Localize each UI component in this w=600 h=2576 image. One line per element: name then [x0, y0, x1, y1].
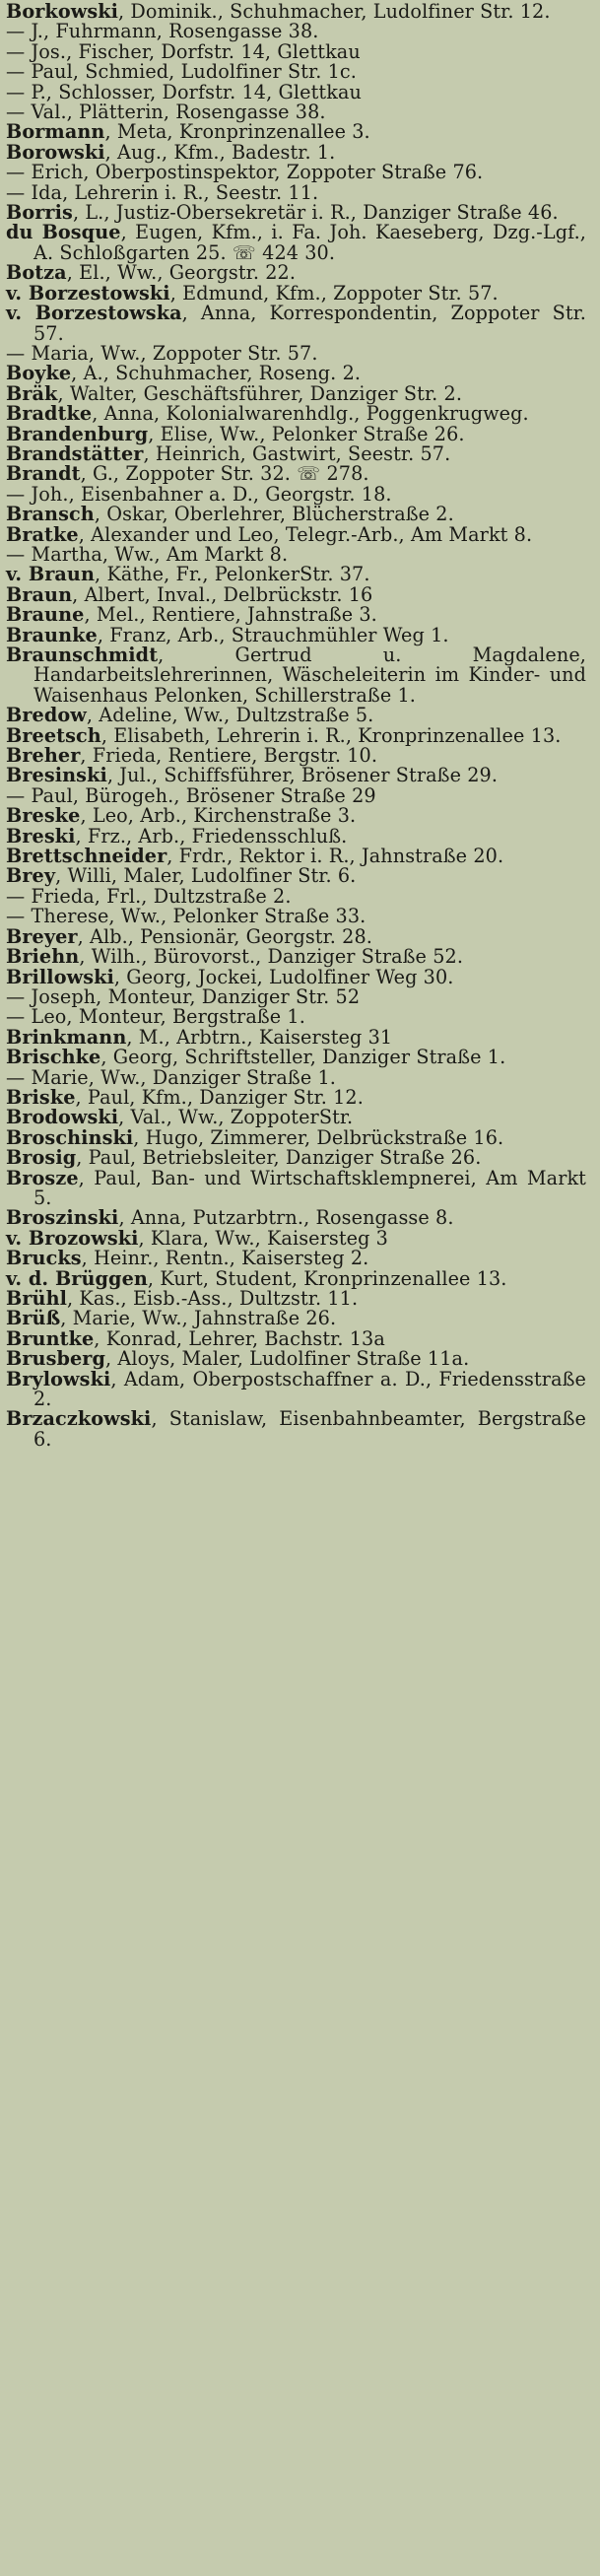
- entry-details: , Alexander und Leo, Telegr.-Arb., Am Markt 8.: [78, 522, 533, 546]
- entry-details: , Kurt, Student, Kronprinzenallee 13.: [147, 1266, 507, 1290]
- entry-surname: v. d. Brüggen: [6, 1266, 148, 1290]
- directory-entry: [6, 505, 586, 524]
- entry-surname: Briske: [6, 1085, 76, 1109]
- entry-details: , Jul., Schiffsführer, Brösener Straße 29.: [106, 764, 499, 787]
- directory-entry: [6, 122, 586, 142]
- directory-entry: [6, 645, 586, 706]
- entry-surname: Brandt: [6, 462, 81, 486]
- entry-details: , Edmund, Kfm., Zoppoter Str. 57.: [169, 281, 499, 305]
- entry-details: , Val., Ww., ZoppoterStr.: [118, 1106, 354, 1129]
- entry-details: — Frieda, Frl., Dultzstraße 2.: [6, 884, 292, 908]
- entry-details: , Mel., Rentiere, Jahnstraße 3.: [84, 603, 377, 627]
- directory-entry: [6, 180, 586, 204]
- directory-entry: [6, 1266, 586, 1290]
- entry-details: , Frz., Arb., Friedensschluß.: [75, 824, 348, 847]
- entry-surname: Breetsch: [6, 723, 101, 747]
- directory-entry: [6, 1148, 586, 1168]
- entry-details: , Heinrich, Gastwirt, Seestr. 57.: [143, 441, 451, 465]
- directory-entry: [6, 1125, 586, 1149]
- directory-entry: [6, 163, 586, 182]
- directory-entry: [6, 22, 586, 41]
- entry-details: , Anna, Putzarbtrn., Rosengasse 8.: [118, 1206, 454, 1230]
- entry-details: — Joseph, Monteur, Danziger Str. 52: [6, 984, 361, 1008]
- entry-details: — P., Schlosser, Dorfstr. 14, Glettkau: [6, 80, 362, 103]
- entry-surname: Braunke: [6, 623, 98, 646]
- entry-details: , Paul, Kfm., Danziger Str. 12.: [75, 1085, 364, 1109]
- directory-entry: [6, 263, 586, 283]
- entry-surname: Brucks: [6, 1247, 82, 1270]
- entry-details: , Franz, Arb., Strauchmühler Weg 1.: [97, 623, 449, 646]
- entry-surname: Braun: [6, 582, 73, 606]
- entry-details: , Walter, Geschäftsführer, Danziger Str. 2.: [57, 381, 463, 405]
- entry-details: — Marie, Ww., Danziger Straße 1.: [6, 1065, 336, 1089]
- directory-entry: [6, 140, 586, 164]
- directory-entry: [6, 62, 586, 82]
- entry-surname: Borkowski: [6, 0, 119, 23]
- directory-entry: [6, 1065, 586, 1089]
- entry-details: , Oskar, Oberlehrer, Blücherstraße 2.: [94, 503, 454, 526]
- directory-entry: [6, 39, 586, 63]
- entry-details: , Wilh., Bürovorst., Danziger Straße 52.: [79, 945, 464, 969]
- entry-details: , G., Zoppoter Str. 32. ☏ 278.: [80, 462, 369, 486]
- entry-details: — Jos., Fischer, Dorfstr. 14, Glettkau: [6, 39, 361, 63]
- entry-details: , Aloys, Maler, Ludolfiner Straße 11a.: [105, 1347, 470, 1371]
- directory-entry: [6, 984, 586, 1008]
- directory-entry: [6, 1085, 586, 1109]
- directory-entry: [6, 866, 586, 886]
- directory-entry: [6, 706, 586, 725]
- entry-details: , Paul, Betriebsleiter, Danziger Straße 26.: [76, 1146, 482, 1170]
- directory-entry: [6, 1226, 586, 1250]
- entry-details: , Marie, Ww., Jahnstraße 26.: [60, 1307, 337, 1330]
- entry-details: , Anna, Kolonialwarenhdlg., Poggenkrugweg.: [92, 402, 529, 426]
- entry-surname: Broschinski: [6, 1125, 134, 1149]
- entry-details: , Adeline, Ww., Dultzstraße 5.: [86, 704, 374, 727]
- entry-surname: Bransch: [6, 503, 95, 526]
- entry-surname: Braunschmidt: [6, 644, 159, 666]
- entry-surname: Borris: [6, 201, 73, 225]
- entry-details: , Paul, Ban- und Wirtschaftsklempnerei, Am Markt 5.: [33, 1166, 586, 1209]
- entry-details: , Frdr., Rektor i. R., Jahnstraße 20.: [167, 845, 504, 868]
- entry-surname: Brandenburg: [6, 422, 149, 445]
- entry-surname: Bresinski: [6, 764, 107, 787]
- entry-details: , Käthe, Fr., PelonkerStr. 37.: [95, 563, 370, 586]
- directory-entry: [6, 1367, 586, 1411]
- entry-surname: Brüß: [6, 1307, 61, 1330]
- entry-details: , Dominik., Schuhmacher, Ludolfiner Str. 12.: [118, 0, 551, 23]
- entry-surname: Brosig: [6, 1146, 77, 1170]
- directory-entry: [6, 1249, 586, 1268]
- entry-surname: Brillowski: [6, 965, 114, 988]
- entry-details: , Albert, Inval., Delbrückstr. 16: [72, 582, 373, 606]
- entry-surname: Borowski: [6, 140, 105, 164]
- entry-surname: Brzaczkowski: [6, 1407, 152, 1431]
- directory-entry: [6, 766, 586, 785]
- entry-surname: Breske: [6, 804, 81, 828]
- entry-details: , Klara, Ww., Kaisersteg 3: [138, 1226, 388, 1250]
- entry-surname: Boyke: [6, 362, 72, 385]
- directory-entry: [6, 1025, 586, 1049]
- directory-entry: [6, 381, 586, 405]
- directory-entry: [6, 1048, 586, 1067]
- entry-surname: Brusberg: [6, 1347, 106, 1371]
- directory-entry: [6, 80, 586, 103]
- entry-details: — Maria, Ww., Zoppoter Str. 57.: [6, 341, 318, 365]
- entry-details: , M., Arbtrn., Kaisersteg 31: [126, 1025, 393, 1049]
- entry-surname: Breher: [6, 744, 81, 768]
- entry-surname: v. Borzestowski: [6, 281, 170, 305]
- directory-entry: [6, 1007, 586, 1027]
- entry-details: , A., Schuhmacher, Roseng. 2.: [71, 362, 362, 385]
- directory-entry: [6, 404, 586, 424]
- entry-details: — Martha, Ww., Am Markt 8.: [6, 542, 289, 566]
- directory-entry: [6, 364, 586, 383]
- directory-entry: [6, 1166, 586, 1209]
- entry-details: — Erich, Oberpostinspektor, Zoppoter Straße 76.: [6, 161, 484, 184]
- entry-surname: Bormann: [6, 120, 105, 144]
- entry-details: , Gertrud u. Magdalene, Handarbeitslehrerinnen, Wäscheleiterin im Kinder- und Waisenhaus Pelonken, Schillerstraße 1.: [33, 644, 586, 707]
- entry-surname: v. Borzestowska: [6, 302, 182, 325]
- directory-entry: [6, 623, 586, 646]
- entry-surname: Braune: [6, 603, 85, 627]
- entry-surname: Brosze: [6, 1166, 79, 1189]
- entry-surname: Brylowski: [6, 1367, 111, 1390]
- directory-entry: [6, 746, 586, 766]
- entry-details: , Elise, Ww., Pelonker Straße 26.: [148, 422, 465, 445]
- entry-surname: Breyer: [6, 924, 78, 948]
- directory-entry: [6, 723, 586, 747]
- directory-entry: [6, 582, 586, 606]
- entry-details: , Georg, Jockei, Ludolfiner Weg 30.: [113, 965, 454, 988]
- directory-entry: [6, 884, 586, 908]
- entry-details: — Val., Plätterin, Rosengasse 38.: [6, 101, 326, 124]
- directory-entry: [6, 441, 586, 465]
- entry-surname: Botza: [6, 261, 67, 285]
- entry-details: , Willi, Maler, Ludolfiner Str. 6.: [55, 864, 357, 888]
- entry-surname: du Bosque: [6, 221, 121, 244]
- entry-surname: Brettschneider: [6, 845, 167, 868]
- directory-entry: [6, 464, 586, 484]
- entry-details: , El., Ww., Georgstr. 22.: [66, 261, 297, 285]
- entry-details: — Joh., Eisenbahner a. D., Georgstr. 18.: [6, 482, 392, 506]
- entry-details: , Anna, Korrespondentin, Zoppoter Str. 57.: [33, 302, 586, 345]
- entry-surname: Brandstätter: [6, 441, 144, 465]
- entry-surname: Bruntke: [6, 1326, 95, 1350]
- entry-surname: Brodowski: [6, 1106, 119, 1129]
- directory-entry: [6, 203, 586, 223]
- directory-entry: [6, 1349, 586, 1369]
- entry-details: — Leo, Monteur, Bergstraße 1.: [6, 1005, 305, 1029]
- entry-surname: v. Brozowski: [6, 1226, 139, 1250]
- directory-entry: [6, 341, 586, 365]
- entry-details: , Konrad, Lehrer, Bachstr. 13a: [94, 1326, 385, 1350]
- entry-details: , Eugen, Kfm., i. Fa. Joh. Kaeseberg, Dzg.-Lgf., A. Schloßgarten 25. ☏ 424 30.: [33, 221, 586, 264]
- entry-surname: Bratke: [6, 522, 79, 546]
- directory-entry: [6, 605, 586, 625]
- entry-details: , Hugo, Zimmerer, Delbrückstraße 16.: [133, 1125, 504, 1149]
- entry-details: — Ida, Lehrerin i. R., Seestr. 11.: [6, 180, 319, 204]
- directory-entry: [6, 907, 586, 926]
- directory-entry: [6, 1326, 586, 1350]
- directory-entries: [6, 2, 586, 1450]
- directory-entry: [6, 422, 586, 445]
- directory-entry: [6, 102, 586, 122]
- entry-surname: Bredow: [6, 704, 87, 727]
- entry-details: — Therese, Ww., Pelonker Straße 33.: [6, 905, 367, 928]
- entry-surname: Brühl: [6, 1287, 68, 1310]
- directory-entry: [6, 281, 586, 305]
- entry-surname: Bräk: [6, 381, 58, 405]
- directory-entry: [6, 824, 586, 847]
- directory-entry: [6, 522, 586, 546]
- directory-entry: [6, 965, 586, 988]
- entry-surname: Brey: [6, 864, 56, 888]
- directory-entry: [6, 1208, 586, 1228]
- entry-details: , Kas., Eisb.-Ass., Dultzstr. 11.: [67, 1287, 359, 1310]
- directory-entry: [6, 1409, 586, 1450]
- directory-entry: [6, 223, 586, 263]
- entry-surname: v. Braun: [6, 563, 96, 586]
- entry-surname: Brinkmann: [6, 1025, 127, 1049]
- entry-surname: Broszinski: [6, 1206, 119, 1230]
- entry-surname: Brischke: [6, 1046, 101, 1069]
- directory-entry: [6, 1309, 586, 1328]
- directory-entry: [6, 565, 586, 584]
- entry-details: , Heinr., Rentn., Kaisersteg 2.: [81, 1247, 369, 1270]
- entry-surname: Bradtke: [6, 402, 93, 426]
- entry-details: , L., Justiz-Obersekretär i. R., Danziger Straße 46.: [72, 201, 559, 225]
- directory-entry: [6, 1108, 586, 1127]
- directory-entry: [6, 482, 586, 506]
- entry-details: , Frieda, Rentiere, Bergstr. 10.: [80, 744, 378, 768]
- entry-details: , Leo, Arb., Kirchenstraße 3.: [80, 804, 357, 828]
- entry-details: , Adam, Oberpostschaffner a. D., Friedensstraße 2.: [33, 1367, 586, 1411]
- entry-details: , Stanislaw, Eisenbahnbeamter, Bergstraße 6.: [33, 1407, 586, 1451]
- directory-entry: [6, 924, 586, 948]
- entry-details: , Georg, Schriftsteller, Danziger Straße 1.: [100, 1046, 506, 1069]
- entry-surname: Briehn: [6, 945, 80, 969]
- directory-entry: [6, 783, 586, 807]
- entry-details: , Aug., Kfm., Badestr. 1.: [104, 140, 336, 164]
- directory-entry: [6, 1289, 586, 1309]
- entry-surname: Breski: [6, 824, 76, 847]
- directory-entry: [6, 806, 586, 826]
- directory-entry: [6, 304, 586, 344]
- directory-entry: [6, 542, 586, 566]
- directory-entry: [6, 947, 586, 967]
- entry-details: — Paul, Bürogeh., Brösener Straße 29: [6, 783, 376, 807]
- entry-details: , Meta, Kronprinzenallee 3.: [104, 120, 370, 144]
- entry-details: , Alb., Pensionär, Georgstr. 28.: [77, 924, 372, 948]
- directory-entry: [6, 847, 586, 866]
- entry-details: , Elisabeth, Lehrerin i. R., Kronprinzenallee 13.: [100, 723, 562, 747]
- directory-entry: [6, 2, 586, 22]
- entry-details: — Paul, Schmied, Ludolfiner Str. 1c.: [6, 60, 357, 84]
- entry-details: — J., Fuhrmann, Rosengasse 38.: [6, 20, 319, 43]
